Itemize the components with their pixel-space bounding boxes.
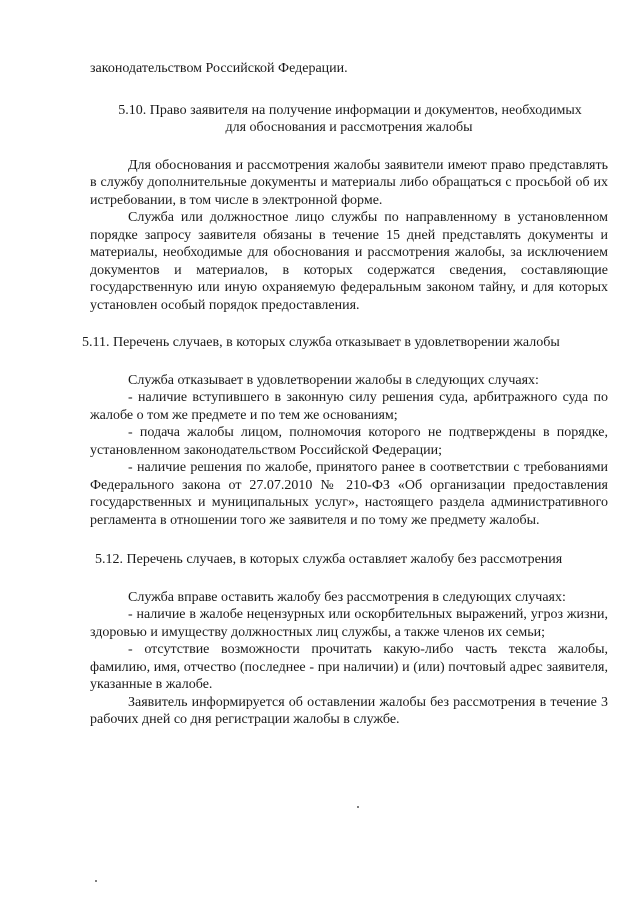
heading-5-11: 5.11. Перечень случаев, в которых служба отказывает в удовлетворении жалобы	[82, 335, 560, 350]
list-item-5-12-1: - наличие в жалобе нецензурных или оскорбительных выражений, угроз жизни, здоровью и имуществу должностных лиц службы, а также членов их семьи;	[90, 607, 608, 640]
paragraph-5-11-intro: Служба отказывает в удовлетворении жалобы в следующих случаях:	[128, 372, 539, 388]
heading-5-12: 5.12. Перечень случаев, в которых служба оставляет жалобу без рассмотрения	[95, 552, 563, 567]
heading-5-10-line-1: 5.10. Право заявителя на получение информации и документов, необходимых	[118, 102, 582, 118]
paragraph-5-12-intro: Служба вправе оставить жалобу без рассмотрения в следующих случаях:	[128, 589, 566, 605]
heading-5-10-line-2: для обоснования и рассмотрения жалобы	[225, 120, 473, 135]
scan-speck	[95, 880, 97, 882]
list-item-5-11-2: - подача жалобы лицом, полномочия которого не подтверждены в порядке, установленном законодательством Российской Федерации;	[90, 425, 608, 458]
paragraph-5-10-1: Для обоснования и рассмотрения жалобы заявители имеют право представлять в службу дополнительные документы и материалы либо обращаться с просьбой об их истребовании, в том числе в электронной форме.	[90, 157, 608, 208]
paragraph-5-10-2: Служба или должностное лицо службы по направленному в установленном порядке запросу заявителя обязаны в течение 15 дней представлять документы и материалы, необходимые для обоснования и рассмотрения жалобы, за исключением документов и материалов, в которых содержатся сведения, составляющие государственную или иную охраняемую федеральным законом тайну, и для которых установлен особый порядок предоставления.	[90, 210, 608, 313]
top-line: законодательством Российской Федерации.	[90, 61, 348, 76]
list-item-5-11-3: - наличие решения по жалобе, принятого ранее в соответствии с требованиями Федерального закона от 27.07.2010 № 210-ФЗ «Об организации предоставления государственных и муниципальных услуг», настоящего раздела административного регламента в отношении того же заявителя и по тому же предмету жалобы.	[90, 460, 608, 528]
scan-speck	[357, 806, 359, 808]
list-item-5-12-2: - отсутствие возможности прочитать какую-либо часть текста жалобы, фамилию, имя, отчество (последнее - при наличии) и (или) почтовый адрес заявителя, указанные в жалобе.	[90, 642, 608, 692]
heading-5-10	[90, 102, 608, 137]
paragraph-5-12-final: Заявитель информируется об оставлении жалобы без рассмотрения в течение 3 рабочих дней со дня регистрации жалобы в службе.	[90, 694, 608, 727]
list-item-5-11-1: - наличие вступившего в законную силу решения суда, арбитражного суда по жалобе о том же предмете и по тем же основаниям;	[90, 390, 608, 423]
